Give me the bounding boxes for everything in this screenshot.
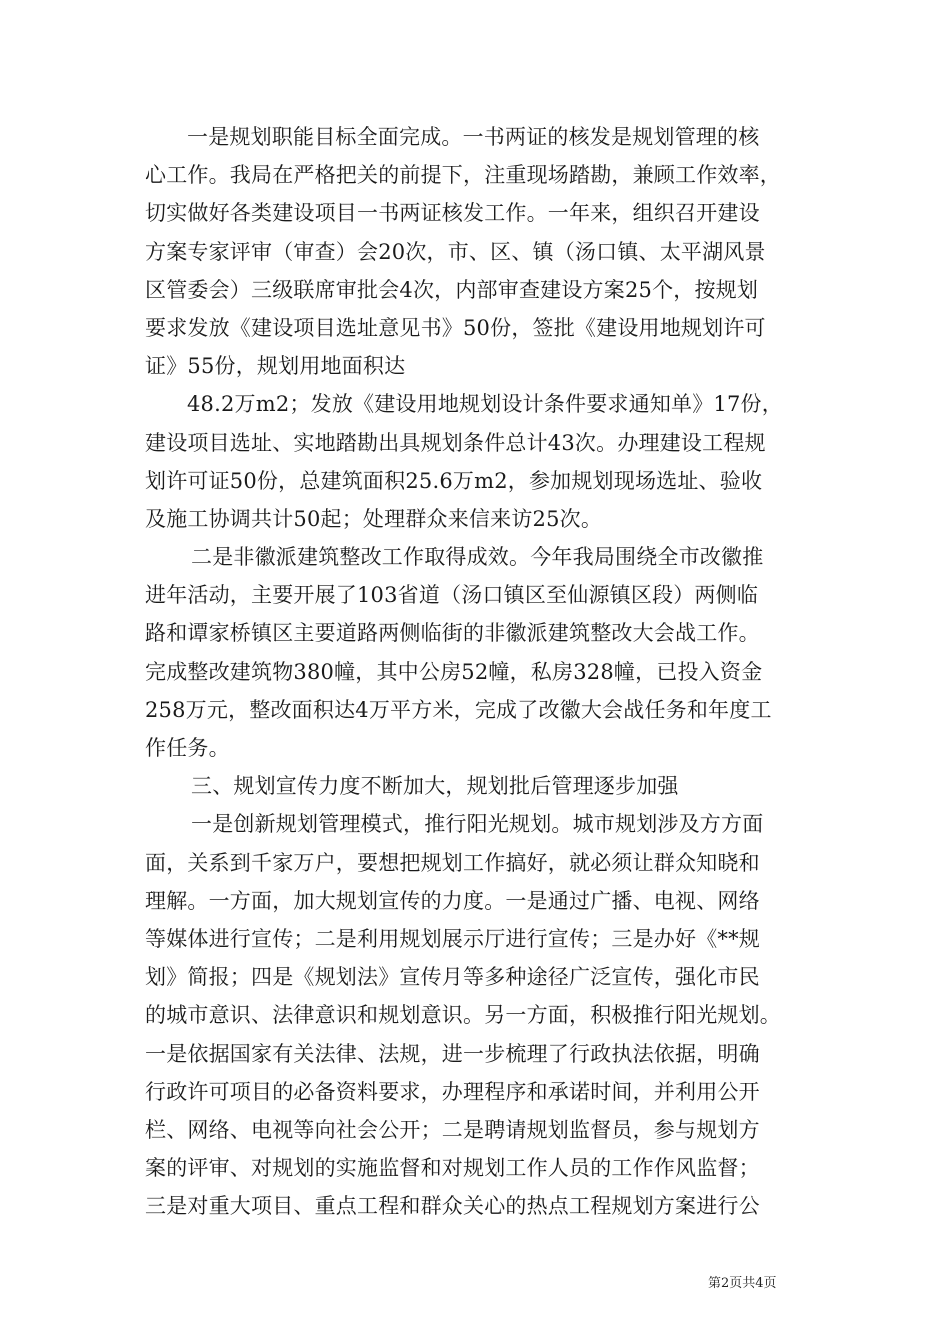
text-line: 方案专家评审（审查）会20次，市、区、镇（汤口镇、太平湖风景 (145, 239, 766, 264)
text-line: 划》简报；四是《规划法》宣传月等多种途径广泛宣传，强化市民 (145, 965, 760, 990)
paragraph-3 (145, 538, 825, 767)
text-line: 48.2万m2；发放《建设用地规划设计条件要求通知单》17份， (187, 392, 783, 417)
text-line: 二是非徽派建筑整改工作取得成效。今年我局围绕全市改徽推 (191, 545, 764, 570)
text-line: 一是规划职能目标全面完成。一书两证的核发是规划管理的核 (187, 125, 760, 149)
paragraph-2 (145, 385, 825, 538)
text-line: 完成整改建筑物380幢，其中公房52幢，私房328幢，已投入资金 (145, 659, 763, 684)
text-line: 证》55份，规划用地面积达 (145, 354, 406, 379)
text-line: 栏、网络、电视等向社会公开；二是聘请规划监督员，参与规划方 (145, 1117, 760, 1142)
text-line: 理解。一方面，加大规划宣传的力度。一是通过广播、电视、网络 (145, 888, 760, 913)
heading-line: 三、规划宣传力度不断加大，规划批后管理逐步加强 (191, 774, 679, 799)
document-body (145, 118, 825, 1225)
text-line: 心工作。我局在严格把关的前提下，注重现场踏勘，兼顾工作效率， (145, 163, 781, 188)
text-line: 一是创新规划管理模式，推行阳光规划。城市规划涉及方方面 (191, 812, 764, 837)
paragraph-1 (145, 118, 825, 385)
paragraph-5 (145, 805, 825, 1225)
text-line: 行政许可项目的必备资料要求，办理程序和承诺时间，并利用公开 (145, 1079, 760, 1104)
section-heading (145, 767, 825, 805)
text-line: 258万元，整改面积达4万平方米，完成了改徽大会战任务和年度工 (145, 697, 772, 722)
text-line: 路和谭家桥镇区主要道路两侧临街的非徽派建筑整改大会战工作。 (145, 621, 760, 646)
text-line: 等媒体进行宣传；二是利用规划展示厅进行宣传；三是办好《**规 (145, 926, 760, 951)
text-line: 案的评审、对规划的实施监督和对规划工作人员的工作作风监督； (145, 1156, 760, 1181)
text-line: 作任务。 (145, 736, 230, 760)
text-line: 及施工协调共计50起；处理群众来信来访25次。 (145, 506, 603, 531)
text-line: 一是依据国家有关法律、法规，进一步梳理了行政执法依据，明确 (145, 1041, 760, 1066)
text-line: 建设项目选址、实地踏勘出具规划条件总计43次。办理建设工程规 (145, 430, 766, 455)
text-line: 面，关系到千家万户，要想把规划工作搞好，就必须让群众知晓和 (145, 850, 760, 875)
text-line: 的城市意识、法律意识和规划意识。另一方面，积极推行阳光规划。 (145, 1003, 781, 1028)
text-line: 要求发放《建设项目选址意见书》50份，签批《建设用地规划许可 (145, 315, 766, 340)
text-line: 进年活动，主要开展了103省道（汤口镇区至仙源镇区段）两侧临 (145, 583, 759, 608)
text-line: 切实做好各类建设项目一书两证核发工作。一年来，组织召开建设 (145, 201, 760, 226)
page-number-footer: 第2页共4页 (708, 1276, 777, 1291)
text-line: 区管委会）三级联席审批会4次，内部审查建设方案25个，按规划 (145, 277, 759, 302)
text-line: 划许可证50份，总建筑面积25.6万m2，参加规划现场选址、验收 (145, 468, 763, 493)
text-line: 三是对重大项目、重点工程和群众关心的热点工程规划方案进行公 (145, 1194, 760, 1219)
